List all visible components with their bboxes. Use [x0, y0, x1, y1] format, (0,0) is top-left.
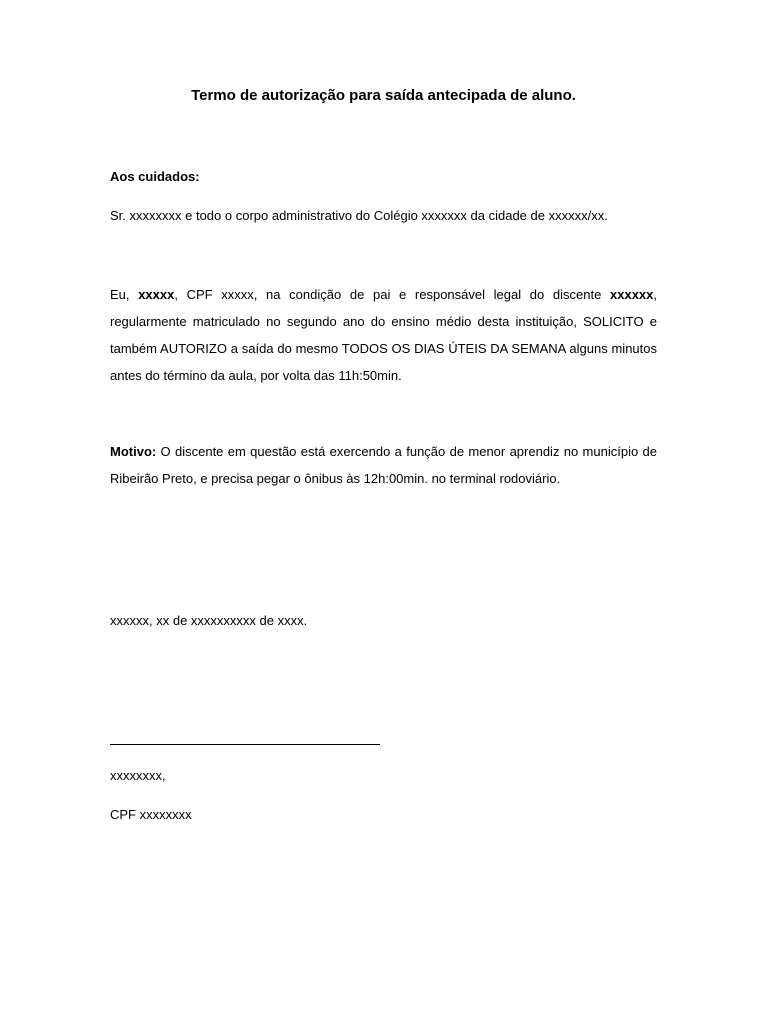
declaration-rest: , regularmente matriculado no segundo ano do ensino médio desta instituição, SOLICITO e também AUTORIZO a saída do mesmo TODOS OS DIAS ÚTEIS DA SEMANA alguns minutos antes do término da aula, por volta das 11h:50min. — [110, 287, 658, 383]
place-date-line: xxxxxx, xx de xxxxxxxxxx de xxxx. — [110, 613, 308, 628]
recipient-line: Sr. xxxxxxxx e todo o corpo administrativo do Colégio xxxxxxx da cidade de xxxxxx/xx. — [110, 208, 608, 223]
reason-paragraph — [110, 438, 657, 492]
attention-label: Aos cuidados: — [110, 169, 200, 184]
signature-cpf: CPF xxxxxxxx — [110, 807, 192, 822]
declaration-middle: , CPF xxxxx, na condição de pai e responsável legal do discente — [174, 287, 610, 302]
declaration-prefix: Eu, — [110, 287, 139, 302]
reason-label: Motivo: — [110, 444, 157, 459]
reason-text: O discente em questão está exercendo a função de menor aprendiz no município de Ribeirão Preto, e precisa pegar o ônibus às 12h:00min. no terminal rodoviário. — [110, 444, 657, 486]
student-name: xxxxxx — [610, 287, 654, 302]
declaration-paragraph — [110, 281, 657, 389]
signature-line — [110, 744, 380, 745]
parent-name: xxxxx — [138, 287, 175, 302]
document-title: Termo de autorização para saída antecipada de aluno. — [191, 87, 576, 104]
signature-name: xxxxxxxx, — [110, 768, 166, 783]
